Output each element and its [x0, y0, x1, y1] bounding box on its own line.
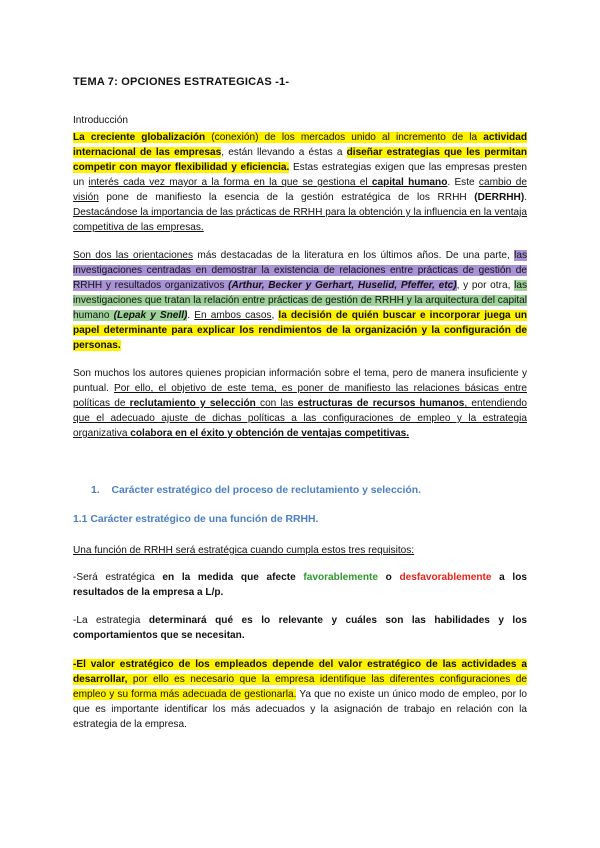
section-number: 1. [91, 485, 100, 496]
text-span: Ya que no existe un único modo de empleo, por lo que es importante identificar los más adecuados y la asignación de trabajo en relación con la estrategia de la empresa. [73, 689, 527, 730]
text-span: la decisión de quién buscar e incorporar juega un papel determinante para explicar los rendimientos de la organización y la configuración de personas. [73, 310, 528, 351]
subsection-1-1-heading: 1.1 Carácter estratégico de una función de RRHH. [73, 514, 319, 525]
text-span: -Será estratégica [73, 572, 163, 583]
text-span: en la medida que afecte [162, 572, 304, 583]
text-span: las investigaciones que tratan la relación entre prácticas de gestión de RRHH y la arquitectura del capital humano [73, 280, 527, 321]
text-span: interés cada vez mayor a la forma en la que se gestiona el [88, 177, 372, 188]
text-span: desfavorablemente [399, 572, 492, 583]
text-span: Por ello, el objetivo de este tema, es poner de manifiesto las relaciones básicas entre políticas de [73, 383, 527, 409]
text-span: . [524, 192, 527, 203]
text-span: , y por otra, [456, 280, 515, 291]
text-span: Destacándose la importancia de las prácticas de RRHH para la obtención y la influencia en la ventaja competitiva de las empresas. [73, 207, 527, 233]
text-span: determinará qué es lo relevante y cuáles son las habilidades y los comportamientos que se necesitan. [73, 615, 528, 641]
text-span: , entendiendo que el adecuado ajuste de dichas políticas a las configuraciones de empleo y la estrategia organizativa [73, 398, 527, 439]
text-span: , [271, 310, 279, 321]
intro-paragraph-1 [73, 130, 527, 235]
text-span: reclutamiento y selección [129, 398, 256, 409]
text-span: En ambos casos [194, 310, 272, 321]
text-span: . [187, 310, 195, 321]
text-span: diseñar estrategias que les permitan competir con mayor flexibilidad y eficiencia. [73, 147, 528, 173]
text-span: Son muchos los autores quienes propician información sobre el tema, pero de manera insuficiente y puntual. [73, 368, 527, 394]
text-span: colabora en el éxito y obtención de ventajas competitivas. [130, 428, 410, 439]
intro-label: Introducción [73, 115, 128, 126]
text-span: (DERRHH) [474, 192, 525, 203]
text-span: más destacadas de la literatura en los últimos años. De una parte, [193, 250, 515, 261]
text-span: (conexión) de los mercados unido al incremento de la [205, 132, 484, 143]
text-span: -La estrategia [73, 615, 149, 626]
requirements-intro: Una función de RRHH será estratégica cuando cumpla estos tres requisitos: [73, 545, 415, 556]
section-1-heading [91, 485, 421, 496]
text-span: capital humano [371, 177, 448, 188]
intro-paragraph-3 [73, 366, 527, 441]
text-span: , están llevando a éstas a [221, 147, 347, 158]
text-span: a los resultados de la empresa a L/p. [73, 572, 528, 598]
requirement-2 [73, 613, 527, 643]
text-span: -El valor estratégico de los empleados depende del valor estratégico de las actividades a desarrollar, [73, 659, 527, 685]
intro-paragraph-2 [73, 248, 527, 353]
text-span: . Este [447, 177, 479, 188]
text-span: favorablemente [303, 572, 378, 583]
text-span: estructuras de recursos humanos [297, 398, 465, 409]
text-span: por ello es necesario que la empresa identifique las diferentes configuraciones de empleo y su forma más adecuada de gestionarla. [73, 674, 527, 700]
text-span: Son dos las orientaciones [73, 250, 194, 261]
section-title: Carácter estratégico del proceso de reclutamiento y selección. [111, 485, 421, 496]
requirement-1 [73, 570, 527, 600]
text-span: La creciente globalización [73, 132, 206, 143]
text-span: las investigaciones centradas en demostrar la existencia de relaciones entre prácticas de gestión de RRHH y resultados organizativos [73, 250, 528, 291]
text-span: con las [255, 398, 298, 409]
text-span: (Lepak y Snell) [113, 310, 188, 321]
text-span: cambio de visión [73, 177, 527, 203]
text-span: Estas estrategias exigen que las empresas presten un [73, 162, 527, 188]
requirement-3 [73, 657, 527, 732]
text-span: actividad internacional de las empresas [73, 132, 527, 158]
document-title: TEMA 7: OPCIONES ESTRATEGICAS -1- [73, 76, 290, 88]
text-span: pone de manifiesto la esencia de la gestión estratégica de los RRHH [98, 192, 475, 203]
text-span: o [377, 572, 400, 583]
text-span: (Arthur, Becker y Gerhart, Huselid, Pfeffer, etc) [228, 280, 457, 291]
